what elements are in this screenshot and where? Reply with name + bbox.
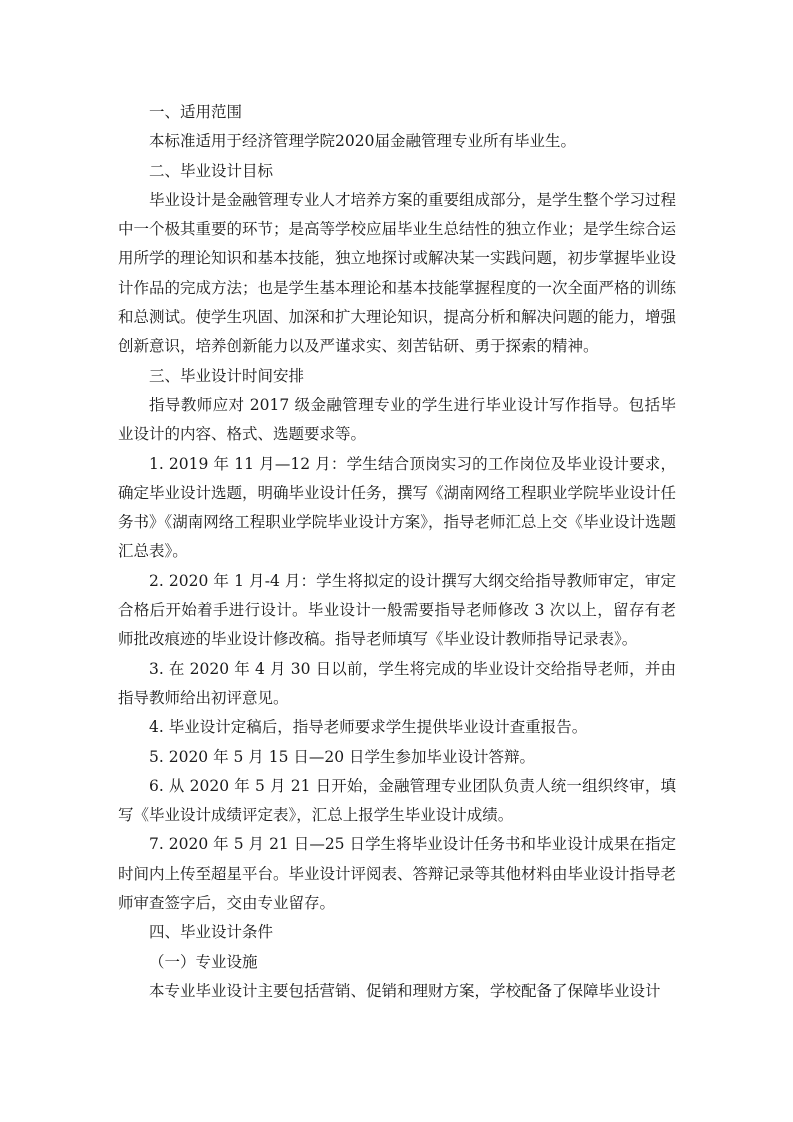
section-heading-goals: 二、毕业设计目标	[149, 161, 274, 180]
schedule-item-7: 7. 2020 年 5 月 21 日—25 日学生将毕业设计任务书和毕业设计成果在指定时间内上传至超星平台。毕业设计评阅表、答辩记录等其他材料由毕业设计指导老师审查签字后，交由专业留存。	[118, 835, 677, 913]
section-heading-conditions: 四、毕业设计条件	[149, 923, 274, 942]
document-body	[118, 98, 676, 1006]
schedule-item-3: 3. 在 2020 年 4 月 30 日以前，学生将完成的毕业设计交给指导老师，并由指导教师给出初评意见。	[118, 659, 676, 707]
paragraph-scope: 本标准适用于经济管理学院2020届金融管理专业所有毕业生。	[149, 132, 576, 151]
section-heading-scope: 一、适用范围	[149, 103, 243, 121]
schedule-item-5: 5. 2020 年 5 月 15 日—20 日学生参加毕业设计答辩。	[149, 747, 536, 766]
schedule-item-2: 2. 2020 年 1 月-4 月：学生将拟定的设计撰写大纲交给指导教师审定，审定合格后开始着手进行设计。毕业设计一般需要指导老师修改 3 次以上，留存有老师批改痕迹的毕业设计修改稿。指导老师填写《毕业设计教师指导记录表》。	[118, 571, 676, 649]
schedule-item-6: 6. 从 2020 年 5 月 21 日开始，金融管理专业团队负责人统一组织终审，填写《毕业设计成绩评定表》，汇总上报学生毕业设计成绩。	[118, 776, 676, 825]
paragraph-facilities: 本专业毕业设计主要包括营销、促销和理财方案，学校配备了保障毕业设计	[149, 981, 661, 1000]
paragraph-schedule-intro: 指导教师应对 2017 级金融管理专业的学生进行毕业设计写作指导。包括毕业设计的内容、格式、选题要求等。	[118, 395, 676, 444]
schedule-item-1: 1. 2019 年 11 月—12 月：学生结合顶岗实习的工作岗位及毕业设计要求，确定毕业设计选题，明确毕业设计任务，撰写《湖南网络工程职业学院毕业设计任务书》《湖南网络工程职业学院毕业设计方案》，指导老师汇总上交《毕业设计选题汇总表》。	[118, 454, 677, 561]
subsection-heading-facilities: （一）专业设施	[149, 952, 258, 971]
paragraph-goals: 毕业设计是金融管理专业人才培养方案的重要组成部分，是学生整个学习过程中一个极其重要的环节；是高等学校应届毕业生总结性的独立作业；是学生综合运用所学的理论知识和基本技能，独立地探讨或解决某一实践问题，初步掌握毕业设计作品的完成方法；也是学生基本理论和基本技能掌握程度的一次全面严格的训练和总测试。使学生巩固、加深和扩大理论知识，提高分析和解决问题的能力，增强创新意识，培养创新能力以及严谨求实、刻苦钻研、勇于探索的精神。	[118, 190, 677, 356]
section-heading-schedule: 三、毕业设计时间安排	[149, 366, 305, 385]
schedule-item-4: 4. 毕业设计定稿后，指导老师要求学生提供毕业设计查重报告。	[149, 718, 588, 737]
